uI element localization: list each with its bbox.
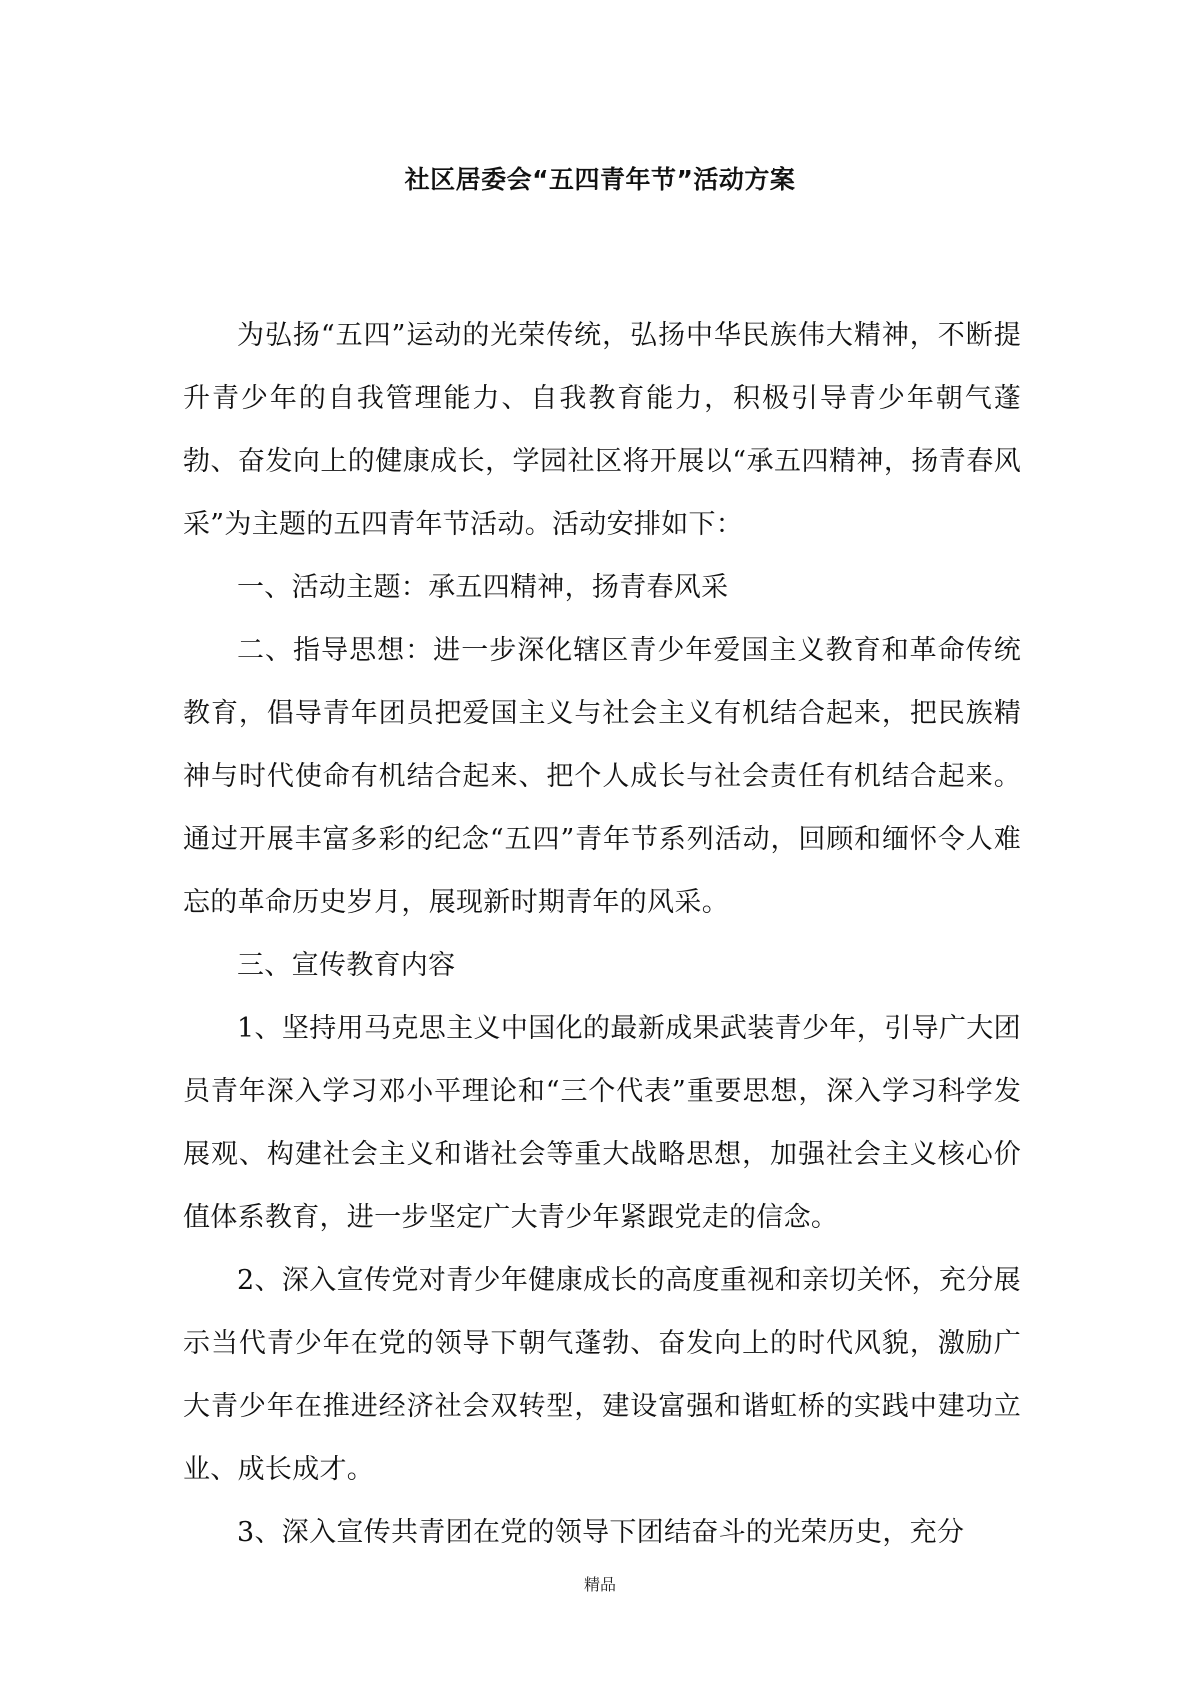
paragraph-item-1: 1、坚持用马克思主义中国化的最新成果武装青少年，引导广大团员青年深入学习邓小平理论和“三个代表”重要思想，深入学习科学发展观、构建社会主义和谐社会等重大战略思想，加强社会主义核心价值体系教育，进一步坚定广大青少年紧跟党走的信念。 [183,1013,1021,1233]
paragraph-section-three-heading: 三、宣传教育内容 [237,950,456,981]
paragraph-guiding-thought: 二、指导思想：进一步深化辖区青少年爱国主义教育和革命传统教育，倡导青年团员把爱国主义与社会主义有机结合起来，把民族精神与时代使命有机结合起来、把个人成长与社会责任有机结合起来。通过开展丰富多彩的纪念“五四”青年节系列活动，回顾和缅怀令人难忘的革命历史岁月，展现新时期青年的风采。 [183,635,1021,918]
paragraph-item-2: 2、深入宣传党对青少年健康成长的高度重视和亲切关怀，充分展示当代青少年在党的领导下朝气蓬勃、奋发向上的时代风貌，激励广大青少年在推进经济社会双转型，建设富强和谐虹桥的实践中建功立业、成长成才。 [183,1265,1021,1485]
document-body [183,304,1021,1564]
paragraph-item-3: 3、深入宣传共青团在党的领导下团结奋斗的光荣历史，充分 [237,1517,965,1548]
document-title: 社区居委会“五四青年节”活动方案 [404,165,796,194]
paragraph-activity-theme: 一、活动主题：承五四精神，扬青春风采 [237,572,729,603]
page-footer: 精品 [583,1575,616,1594]
paragraph-intro: 为弘扬“五四”运动的光荣传统，弘扬中华民族伟大精神，不断提升青少年的自我管理能力、自我教育能力，积极引导青少年朝气蓬勃、奋发向上的健康成长，学园社区将开展以“承五四精神，扬青春风采”为主题的五四青年节活动。活动安排如下： [183,320,1021,540]
